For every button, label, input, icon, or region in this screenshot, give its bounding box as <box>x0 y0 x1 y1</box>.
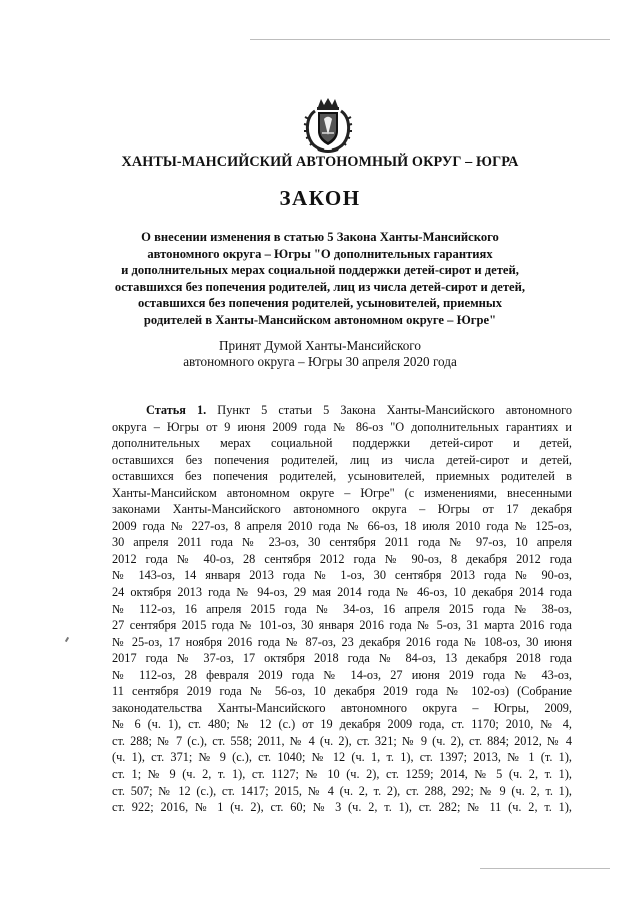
law-title-line: и дополнительных мерах социальной поддержки детей-сирот и детей, <box>121 263 519 278</box>
article-line: ст. 922; 2016, № 1 (ч. 2), ст. 60; № 3 (ч. 2, т. 1), ст. 282; № 11 (ч. 2, т. 1), <box>112 800 572 815</box>
article-line: округа – Югры от 9 июня 2009 года № 86-оз "О дополнительных гарантиях и <box>112 419 572 434</box>
scan-edge-line <box>480 868 610 869</box>
adoption-note <box>0 338 640 371</box>
article-line: дополнительных мерах социальной поддержки детей-сирот и детей, <box>112 436 572 451</box>
article-line: 30 апреля 2011 года № 23-оз, 30 сентября 2011 года № 97-оз, 10 апреля <box>112 535 572 550</box>
article-line: 11 сентября 2019 года № 56-оз, 10 декабря 2019 года № 102-оз) (Собрание <box>112 684 572 699</box>
document-type: ЗАКОН <box>279 186 361 210</box>
article-line: № 112-оз, 16 апреля 2015 года № 34-оз, 16 апреля 2015 года № 38-оз, <box>112 601 572 616</box>
adoption-line: автономного округа – Югры 30 апреля 2020 года <box>183 354 457 370</box>
law-title-line: О внесении изменения в статью 5 Закона Ханты-Мансийского <box>141 230 499 244</box>
article-line: 2017 года № 37-оз, 17 октября 2018 года № 84-оз, 13 декабря 2018 года <box>112 651 572 666</box>
law-title-line: автономного округа – Югры "О дополнительных гарантиях <box>147 246 493 261</box>
article-line: законами Ханты-Мансийского автономного округа – Югры от 17 декабря <box>112 502 572 517</box>
article-line: Ханты-Мансийском автономном округе – Югре" (с изменениями, внесенными <box>112 485 572 500</box>
article-line: оставшихся без попечения родителей, лиц из числа детей-сирот и детей, <box>112 452 572 467</box>
article-line: 2012 года № 40-оз, 28 сентября 2012 года № 90-оз, 8 декабря 2012 года <box>112 551 572 566</box>
scan-edge-line <box>250 39 610 40</box>
article-line: № 6 (ч. 1), ст. 480; № 12 (с.) от 19 декабря 2009 года, ст. 1170; 2010, № 4, <box>112 717 572 732</box>
scan-speck <box>65 637 69 642</box>
article-line: оставшихся без попечения родителей, усыновителей, приемных родителей в <box>112 469 572 484</box>
article-line: 27 сентября 2015 года № 101-оз, 30 января 2016 года № 5-оз, 31 марта 2016 года <box>112 618 572 633</box>
article-line: законодательства Ханты-Мансийского автономного округа – Югры, 2009, <box>112 700 572 715</box>
article-first-text: Пункт 5 статьи 5 Закона Ханты-Мансийского автономного <box>206 403 572 417</box>
article-line-first <box>112 402 572 419</box>
article-line: № 112-оз, 28 февраля 2019 года № 14-оз, 27 июня 2019 года № 43-оз, <box>112 667 572 682</box>
adoption-line: Принят Думой Ханты-Мансийского <box>219 338 421 353</box>
region-title: ХАНТЫ-МАНСИЙСКИЙ АВТОНОМНЫЙ ОКРУГ – ЮГРА <box>121 154 519 170</box>
law-title-line: оставшихся без попечения родителей, лиц из числа детей-сирот и детей, <box>114 279 526 294</box>
article-body <box>112 402 572 816</box>
article-line: № 25-оз, 17 ноября 2016 года № 87-оз, 23 декабря 2016 года № 108-оз, 30 июня <box>112 634 572 649</box>
article-line: № 143-оз, 14 января 2013 года № 1-оз, 30 сентября 2013 года № 90-оз, <box>112 568 572 583</box>
law-title-line: оставшихся без попечения родителей, усыновителей, приемных <box>137 296 503 311</box>
article-line: ст. 1; № 9 (ч. 2, т. 1), ст. 1127; № 10 (ч. 2), ст. 1259; 2014, № 5 (ч. 2, т. 1), <box>112 767 572 782</box>
article-line: 24 октября 2013 года № 94-оз, 29 мая 2014 года № 46-оз, 10 декабря 2014 года <box>112 585 572 600</box>
law-title-line: родителей в Ханты-Мансийском автономном округе – Югре" <box>143 312 497 327</box>
article-line: (ч. 1), ст. 371; № 9 (с.), ст. 1040; № 12 (ч. 1, т. 1), ст. 1397; 2013, № 1 (т. 1), <box>112 750 572 765</box>
article-line: ст. 507; № 12 (с.), ст. 1417; 2015, № 4 (ч. 2, т. 2), ст. 288, 292; № 9 (ч. 2, т. 1), <box>112 783 572 798</box>
law-title <box>0 229 640 329</box>
coat-of-arms-icon <box>302 97 354 153</box>
article-label: Статья 1. <box>146 403 207 417</box>
article-line: 2009 года № 227-оз, 8 апреля 2010 года № 66-оз, 18 июля 2010 года № 125-оз, <box>112 518 572 533</box>
article-line: ст. 288; № 7 (с.), ст. 558; 2011, № 4 (ч. 2), ст. 321; № 9 (ч. 2), ст. 884; 2012, № 4 <box>112 733 572 748</box>
